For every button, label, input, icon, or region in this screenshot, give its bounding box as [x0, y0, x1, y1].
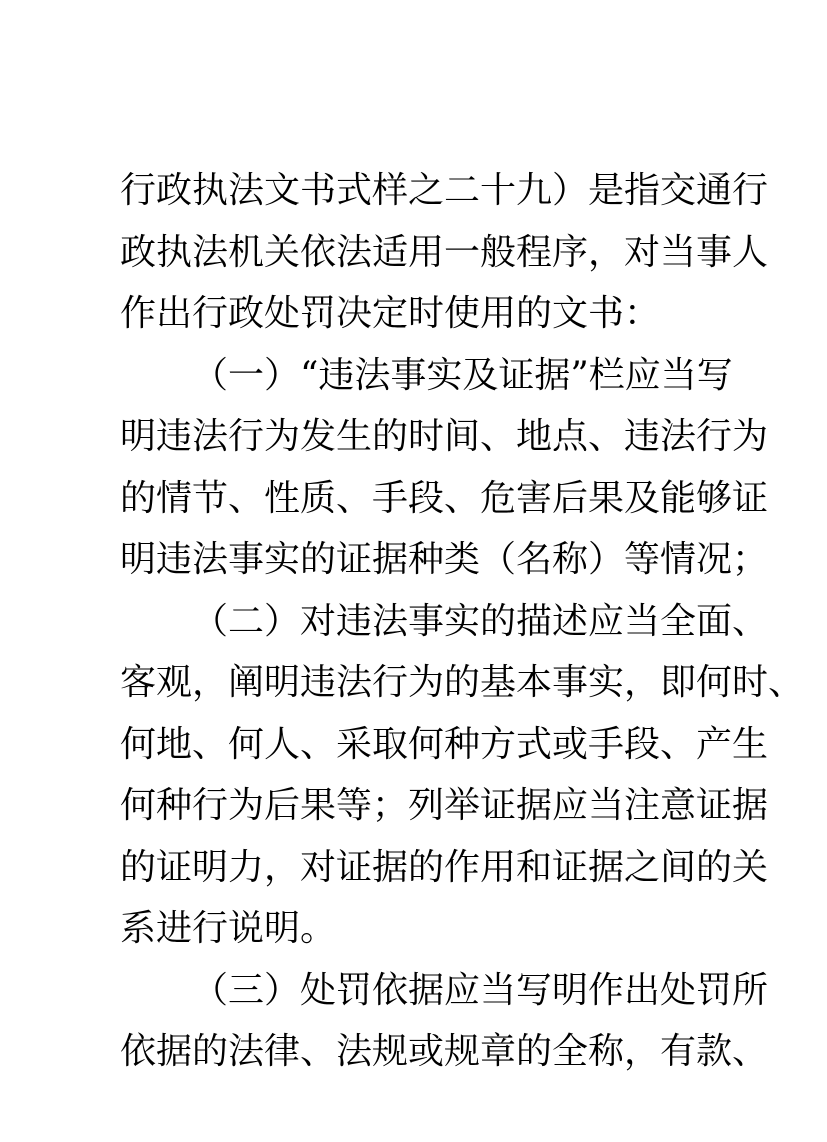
- text-line: 何种行为后果等；列举证据应当注意证据: [120, 785, 769, 826]
- text-line: （一）“违法事实及证据”栏应当写: [192, 354, 733, 396]
- text-line: （三）处罚依据应当写明作出处罚所: [192, 969, 769, 1011]
- text-line: 客观，阐明违法行为的基本事实，即何时、: [120, 662, 805, 703]
- text-line: 的情节、性质、手段、危害后果及能够证: [120, 477, 769, 519]
- text-line: 何地、何人、采取何种方式或手段、产生: [120, 723, 769, 765]
- text-line: 明违法事实的证据种类（名称）等情况；: [120, 539, 769, 580]
- text-line: 作出行政处罚决定时使用的文书：: [120, 293, 661, 334]
- text-line: （二）对违法事实的描述应当全面、: [192, 600, 769, 642]
- text-line: 政执法机关依法适用一般程序，对当事人: [120, 231, 769, 273]
- text-line: 明违法行为发生的时间、地点、违法行为: [120, 416, 769, 457]
- text-line: 依据的法律、法规或规章的全称，有款、: [120, 1031, 769, 1072]
- text-line: 系进行说明。: [120, 908, 337, 949]
- text-line: 行政执法文书式样之二十九）是指交通行: [120, 170, 769, 211]
- text-line: 的证明力，对证据的作用和证据之间的关: [120, 846, 769, 888]
- body-text: [120, 160, 805, 1083]
